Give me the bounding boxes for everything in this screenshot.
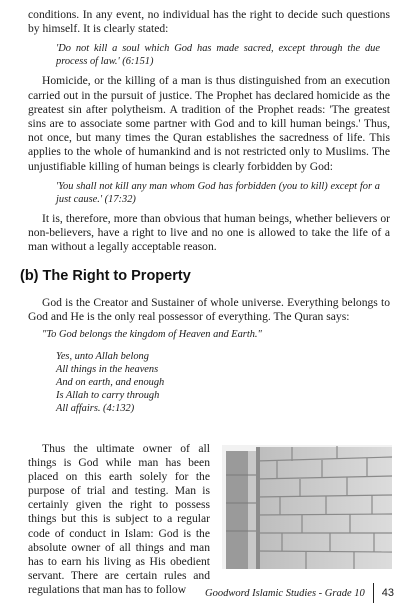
page-number: 43 <box>381 587 394 599</box>
poem-line: All things in the heavens <box>56 364 159 376</box>
section-heading: (b) The Right to Property <box>20 268 191 284</box>
paragraph-5: Thus the ultimate owner of all things is God while man has been placed on this earth solely for the purpose of trial and testing. Man is certainly given the right to possess things but this is subject to a regular code of conduct in Islam: God is the absolute owner of all things and man has to earn his living as His obedient servant. There are certain rules and regulations that man has to follow <box>28 442 210 596</box>
poem-line: All affairs. (4:132) <box>56 402 135 414</box>
poem-4-132 <box>28 351 390 415</box>
quote-6-151: 'Do not kill a soul which God has made sacred, except through the due process of law.' (6:151) <box>56 43 380 68</box>
body-text-top <box>28 8 390 254</box>
poem-line: And on earth, and enough <box>56 377 165 388</box>
body-text-column <box>28 442 210 597</box>
poem-line: Yes, unto Allah belong <box>56 351 149 363</box>
footer-divider <box>373 583 374 603</box>
page-footer <box>205 583 394 603</box>
book-title: Goodword Islamic Studies - Grade 10 <box>205 587 365 599</box>
stone-wall-photo <box>222 445 392 569</box>
poem-line: Is Allah to carry through <box>56 389 160 401</box>
paragraph-1: conditions. In any event, no individual has the right to decide such questions by himself. It is clearly stated: <box>28 8 390 36</box>
paragraph-4: God is the Creator and Sustainer of whole universe. Everything belongs to God and He is the only real possessor of everything. The Quran says: <box>28 296 390 324</box>
quote-17-32: 'You shall not kill any man whom God has forbidden (you to kill) except for a just cause.' (17:32) <box>56 180 380 205</box>
paragraph-3: It is, therefore, more than obvious that human beings, whether believers or non-believers, have a right to live and no one is allowed to take the life of a man without a legally acceptable reason. <box>28 211 390 254</box>
quote-heaven-earth: "To God belongs the kingdom of Heaven and Earth." <box>42 329 262 341</box>
paragraph-2: Homicide, or the killing of a man is thus distinguished from an execution carried out in the pursuit of justice. The Prophet has declared homicide as the greatest sin after polytheism. A tradition of the Prophet reads: 'The greatest sins are to associate some partner with God and to kill human beings.' Thus, not once, but many times the Quran establishes the sacredness of life. This applies to the whole of humankind and is not restricted only to Muslims. The unjustifiable killing of human beings is clearly forbidden by God: <box>28 74 390 173</box>
body-text-section <box>28 296 390 415</box>
